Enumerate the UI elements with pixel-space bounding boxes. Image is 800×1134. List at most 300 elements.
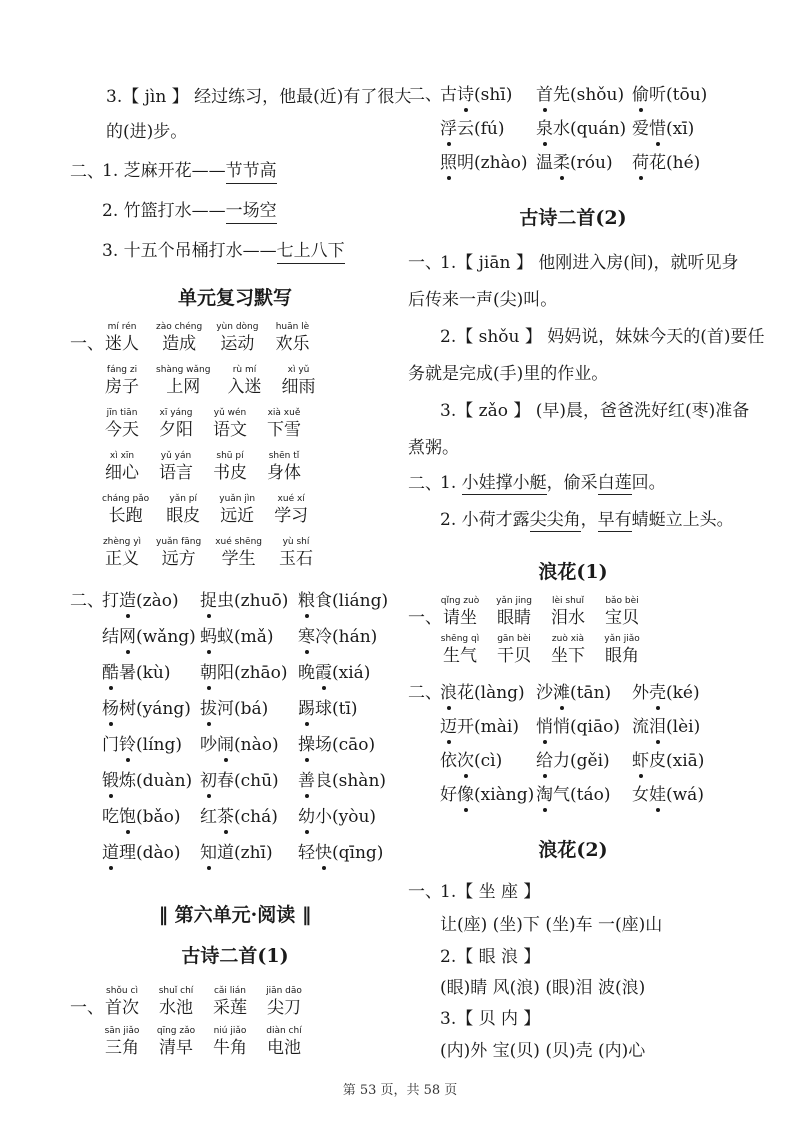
g2-q1-line2: 后传来一声(尖)叫。 <box>408 290 558 310</box>
g2-q3-line2: 煮粥。 <box>408 438 459 458</box>
hanzi-word: 眼皮 <box>166 506 201 526</box>
pronunciation-item <box>200 662 286 684</box>
pinyin-label: huān lè <box>275 322 310 332</box>
hanzi-word: 干贝 <box>497 646 531 666</box>
character: 虫 <box>217 591 234 611</box>
pronunciation-item <box>440 682 524 704</box>
word-row <box>70 451 318 484</box>
pinyin-answer: (yáng) <box>136 699 191 719</box>
pinyin-answer: (fú) <box>474 119 505 139</box>
pinyin-label: gān bèi <box>497 634 531 644</box>
hanzi-word: 下雪 <box>267 420 301 440</box>
pronunciation-row <box>70 626 396 648</box>
pronunciation-item <box>440 784 535 806</box>
idiom-line-3: 3. 十五个吊桶打水——七上八下 <box>102 240 345 262</box>
pinyin-label: bǎo bèi <box>605 596 639 606</box>
character: 理 <box>119 843 136 863</box>
character: 浮 <box>440 119 457 139</box>
g2b-line1: 二、1. 小娃撑小艇，偷采白莲回。 <box>408 473 666 494</box>
pronunciation-item <box>632 152 716 174</box>
pronunciation-item <box>298 770 387 792</box>
pinyin-label: xià xuě <box>267 408 301 418</box>
pinyin-word <box>210 451 250 484</box>
pinyin-answer: (cāo) <box>332 735 376 755</box>
word-row <box>70 537 330 570</box>
pinyin-label: mí rén <box>107 322 137 332</box>
pinyin-word <box>102 1026 142 1059</box>
pinyin-word <box>264 451 304 484</box>
character: 照 <box>440 153 457 173</box>
pinyin-word <box>278 365 318 398</box>
pinyin-answer: (qiāo) <box>570 717 620 737</box>
character: 外 <box>632 683 649 703</box>
pinyin-word <box>264 1026 304 1059</box>
character: 茶 <box>217 807 234 827</box>
pinyin-answer: (xiá) <box>332 663 371 683</box>
unit-six-heading: ‖ 第六单元·阅读 ‖ <box>158 904 312 926</box>
hanzi-word: 今天 <box>105 420 139 440</box>
pinyin-label: shàng wǎng <box>156 365 211 375</box>
character: 暑 <box>119 663 136 683</box>
hanzi-word: 学习 <box>274 506 309 526</box>
pinyin-label: xué xí <box>277 494 305 504</box>
pinyin-word <box>102 986 142 1019</box>
pronunciation-item <box>102 770 193 792</box>
pinyin-label: shēn tǐ <box>268 451 300 461</box>
character: 荷 <box>632 153 649 173</box>
pinyin-word <box>272 322 312 355</box>
pinyin-word <box>102 494 149 527</box>
pinyin-label: shuǐ chí <box>158 986 194 996</box>
pinyin-word <box>548 596 588 629</box>
pinyin-answer: (tān) <box>570 683 612 703</box>
pronunciation-item <box>102 590 188 612</box>
g2b-line2: 2. 小荷才露尖尖角，早有蜻蜓立上头。 <box>440 510 734 530</box>
word-row <box>70 365 332 398</box>
pinyin-label: yuǎn fāng <box>156 537 202 547</box>
pronunciation-item <box>440 750 524 772</box>
pinyin-answer: (shǒu) <box>570 85 625 105</box>
character: 次 <box>457 751 474 771</box>
pronunciation-row <box>70 590 396 612</box>
character: 柔 <box>553 153 570 173</box>
hanzi-word: 远近 <box>220 506 255 526</box>
character: 寒 <box>298 627 315 647</box>
character: 善 <box>298 771 315 791</box>
pinyin-answer: (hé) <box>666 153 701 173</box>
pinyin-word <box>548 634 588 667</box>
pinyin-word <box>156 1026 196 1059</box>
hanzi-word: 迷人 <box>105 334 139 354</box>
pronunciation-item <box>440 84 524 106</box>
character: 良 <box>315 771 332 791</box>
character: 炼 <box>119 771 136 791</box>
character: 初 <box>200 771 217 791</box>
character: 树 <box>119 699 136 719</box>
character: 水 <box>553 119 570 139</box>
g2-q2-line1: 2.【 shǒu 】 妈妈说，妹妹今天的(首)要任 <box>440 327 765 347</box>
word-row <box>70 494 325 527</box>
character: 食 <box>315 591 332 611</box>
pronunciation-item <box>102 626 196 648</box>
lh2-group3-label: 3.【 贝 内 】 <box>440 1009 541 1029</box>
pinyin-answer: (chá) <box>234 807 278 827</box>
character: 造 <box>119 591 136 611</box>
hanzi-word: 语言 <box>159 463 193 483</box>
character: 温 <box>536 153 553 173</box>
pinyin-answer: (duàn) <box>136 771 193 791</box>
pinyin-label: diàn chí <box>266 1026 302 1036</box>
pronunciation-item <box>200 698 286 720</box>
pinyin-word <box>602 634 642 667</box>
pronunciation-row <box>408 152 728 174</box>
hanzi-word: 欢乐 <box>275 334 310 354</box>
gushi2-title: 古诗二首(2) <box>519 207 627 229</box>
pinyin-label: niú jiǎo <box>213 1026 247 1036</box>
pinyin-label: qīng zǎo <box>156 1026 196 1036</box>
pronunciation-row <box>70 770 396 792</box>
pinyin-label: xī yáng <box>159 408 193 418</box>
pinyin-word <box>156 451 196 484</box>
hanzi-word: 牛角 <box>213 1038 247 1058</box>
pinyin-answer: (gěi) <box>570 751 610 771</box>
character: 气 <box>553 785 570 805</box>
character: 流 <box>632 717 649 737</box>
pronunciation-item <box>536 784 620 806</box>
pinyin-answer: (bá) <box>234 699 269 719</box>
character: 偷 <box>632 85 649 105</box>
pinyin-word <box>224 365 264 398</box>
hanzi-word: 三角 <box>105 1038 139 1058</box>
character: 开 <box>457 717 474 737</box>
pronunciation-item <box>440 118 524 140</box>
pinyin-answer: (líng) <box>136 735 182 755</box>
langhua1-title: 浪花(1) <box>538 561 608 583</box>
word-row <box>408 634 656 667</box>
pinyin-label: shēng qì <box>440 634 480 644</box>
pronunciation-item <box>536 84 625 106</box>
pronunciation-item <box>536 750 620 772</box>
pinyin-label: sān jiǎo <box>104 1026 140 1036</box>
character: 娃 <box>649 785 666 805</box>
pinyin-word <box>494 596 534 629</box>
hanzi-word: 身体 <box>267 463 301 483</box>
pinyin-answer: (mǎ) <box>234 627 274 647</box>
pinyin-answer: (chū) <box>234 771 279 791</box>
q3-line1: 3.【 jìn 】 经过练习，他最(近)有了很大 <box>106 87 412 107</box>
pinyin-word <box>217 494 257 527</box>
character: 沙 <box>536 683 553 703</box>
hanzi-word: 采莲 <box>213 998 247 1018</box>
pinyin-label: cháng pǎo <box>102 494 150 504</box>
section-number: 一、 <box>70 334 104 354</box>
character: 云 <box>457 119 474 139</box>
word-row <box>408 596 656 629</box>
character: 门 <box>102 735 119 755</box>
gushi1-title: 古诗二首(1) <box>181 945 289 967</box>
pronunciation-item <box>536 716 620 738</box>
word-row <box>70 986 318 1019</box>
pronunciation-item <box>200 734 286 756</box>
character: 首 <box>536 85 553 105</box>
pinyin-answer: (làng) <box>474 683 525 703</box>
pinyin-label: yǎn jiǎo <box>604 634 640 644</box>
lh2-group2-label: 2.【 眼 浪 】 <box>440 947 541 967</box>
pronunciation-item <box>102 806 188 828</box>
pinyin-answer: (cì) <box>474 751 503 771</box>
character: 听 <box>649 85 666 105</box>
character: 拔 <box>200 699 217 719</box>
g2-q3-line1: 3.【 zǎo 】 (早)晨，爸爸洗好红(枣)准备 <box>440 401 750 421</box>
pinyin-word <box>210 408 250 441</box>
pronunciation-item <box>632 118 716 140</box>
pronunciation-row <box>408 84 728 106</box>
pinyin-word <box>156 408 196 441</box>
character: 铃 <box>119 735 136 755</box>
character: 幼 <box>298 807 315 827</box>
hanzi-word: 眼角 <box>605 646 639 666</box>
pinyin-answer: (zhāo) <box>234 663 288 683</box>
section-number: 一、 <box>408 608 442 628</box>
hanzi-word: 请坐 <box>443 608 477 628</box>
character: 依 <box>440 751 457 771</box>
character: 春 <box>217 771 234 791</box>
pinyin-answer: (lèi) <box>666 717 701 737</box>
character: 杨 <box>102 699 119 719</box>
character: 网 <box>119 627 136 647</box>
character: 粮 <box>298 591 315 611</box>
g2-q2-line2: 务就是完成(手)里的作业。 <box>408 364 609 384</box>
pinyin-answer: (yòu) <box>332 807 377 827</box>
hanzi-word: 夕阳 <box>159 420 193 440</box>
pinyin-word <box>602 596 642 629</box>
pinyin-answer: (wá) <box>666 785 704 805</box>
hanzi-word: 运动 <box>220 334 255 354</box>
word-row <box>70 408 318 441</box>
hanzi-word: 远方 <box>161 549 196 569</box>
character: 霞 <box>315 663 332 683</box>
character: 淘 <box>536 785 553 805</box>
character: 给 <box>536 751 553 771</box>
section-number: 二、 <box>408 85 442 105</box>
pinyin-answer: (nào) <box>234 735 279 755</box>
pinyin-label: rù mí <box>232 365 257 375</box>
pinyin-word <box>440 596 480 629</box>
character: 花 <box>649 153 666 173</box>
pronunciation-item <box>632 750 716 772</box>
hanzi-word: 宝贝 <box>605 608 639 628</box>
pronunciation-item <box>200 590 289 612</box>
pinyin-label: qǐng zuò <box>440 596 480 606</box>
langhua2-title: 浪花(2) <box>538 839 608 861</box>
pronunciation-item <box>440 716 524 738</box>
pinyin-word <box>264 408 304 441</box>
character: 冷 <box>315 627 332 647</box>
pronunciation-row <box>70 734 396 756</box>
character: 像 <box>457 785 474 805</box>
pronunciation-row <box>70 842 396 864</box>
pinyin-word <box>102 322 142 355</box>
pinyin-label: lèi shuǐ <box>552 596 584 606</box>
pinyin-answer: (tī) <box>332 699 358 719</box>
character: 操 <box>298 735 315 755</box>
page-footer: 第 53 页，共 58 页 <box>342 1083 458 1098</box>
hanzi-word: 学生 <box>221 549 256 569</box>
pinyin-word <box>156 365 210 398</box>
character: 闹 <box>217 735 234 755</box>
pinyin-label: xì xīn <box>109 451 135 461</box>
pinyin-answer: (dào) <box>136 843 181 863</box>
character: 河 <box>217 699 234 719</box>
character: 花 <box>457 683 474 703</box>
idiom-line-2: 2. 竹篮打水——一场空 <box>102 200 277 222</box>
pronunciation-row <box>70 806 396 828</box>
pinyin-label: zuò xià <box>551 634 585 644</box>
character: 场 <box>315 735 332 755</box>
review-title: 单元复习默写 <box>177 287 292 309</box>
character: 蚁 <box>217 627 234 647</box>
pinyin-word <box>156 986 196 1019</box>
pinyin-word <box>276 537 316 570</box>
pronunciation-item <box>298 734 384 756</box>
pinyin-label: shǒu cì <box>106 986 138 996</box>
pinyin-word <box>216 322 258 355</box>
pinyin-label: xué shēng <box>215 537 262 547</box>
character: 红 <box>200 807 217 827</box>
character: 悄 <box>553 717 570 737</box>
pinyin-answer: (zhào) <box>474 153 528 173</box>
pinyin-answer: (qīng) <box>332 843 384 863</box>
pinyin-answer: (xiā) <box>666 751 705 771</box>
pronunciation-item <box>298 626 384 648</box>
hanzi-word: 入迷 <box>227 377 262 397</box>
character: 踢 <box>298 699 315 719</box>
character: 饱 <box>119 807 136 827</box>
hanzi-word: 生气 <box>443 646 477 666</box>
pinyin-answer: (zhuō) <box>234 591 289 611</box>
idiom-line-1: 二、1. 芝麻开花——节节高 <box>70 161 277 182</box>
pinyin-word <box>102 408 142 441</box>
pronunciation-item <box>200 842 286 864</box>
character: 先 <box>553 85 570 105</box>
character: 泉 <box>536 119 553 139</box>
pinyin-answer: (zhī) <box>234 843 273 863</box>
pinyin-label: cǎi lián <box>213 986 247 996</box>
pinyin-answer: (hán) <box>332 627 378 647</box>
pinyin-word <box>163 494 203 527</box>
character: 道 <box>217 843 234 863</box>
character: 女 <box>632 785 649 805</box>
pinyin-label: yùn dòng <box>216 322 259 332</box>
character: 虾 <box>632 751 649 771</box>
pinyin-label: yǔ yán <box>160 451 192 461</box>
q3-line2: 的(进)步。 <box>106 122 188 142</box>
pinyin-label: zhèng yì <box>102 537 142 547</box>
pinyin-answer: (bǎo) <box>136 807 181 827</box>
pinyin-label: xì yǔ <box>287 365 310 375</box>
pinyin-word <box>271 494 311 527</box>
pinyin-answer: (quán) <box>570 119 627 139</box>
section-number: 二、 <box>408 683 442 703</box>
character: 吵 <box>200 735 217 755</box>
character: 小 <box>315 807 332 827</box>
pinyin-answer: (ké) <box>666 683 700 703</box>
character: 结 <box>102 627 119 647</box>
section-number: 一、 <box>70 998 104 1018</box>
character: 知 <box>200 843 217 863</box>
pronunciation-item <box>632 682 716 704</box>
section-number: 二、 <box>70 591 104 611</box>
pinyin-answer: (mài) <box>474 717 519 737</box>
pinyin-label: yù shí <box>282 537 310 547</box>
character: 晚 <box>298 663 315 683</box>
pinyin-word <box>102 537 142 570</box>
character: 惜 <box>649 119 666 139</box>
pronunciation-item <box>102 698 191 720</box>
character: 古 <box>440 85 457 105</box>
pinyin-answer: (shàn) <box>332 771 387 791</box>
character: 阳 <box>217 663 234 683</box>
pinyin-word <box>156 322 202 355</box>
pinyin-word <box>156 537 201 570</box>
character: 锻 <box>102 771 119 791</box>
pronunciation-item <box>632 784 716 806</box>
pinyin-answer: (kù) <box>136 663 171 683</box>
hanzi-word: 造成 <box>162 334 197 354</box>
character: 浪 <box>440 683 457 703</box>
pinyin-label: jīn tiān <box>106 408 138 418</box>
character: 滩 <box>553 683 570 703</box>
character: 打 <box>102 591 119 611</box>
character: 力 <box>553 751 570 771</box>
pronunciation-row <box>408 716 728 738</box>
character: 快 <box>315 843 332 863</box>
character: 泪 <box>649 717 666 737</box>
g2-q1-line1: 一、1.【 jiān 】 他刚进入房(间)，就听见身 <box>408 253 739 273</box>
hanzi-word: 尖刀 <box>267 998 301 1018</box>
pinyin-word <box>102 451 142 484</box>
pronunciation-item <box>200 626 286 648</box>
pinyin-answer: (táo) <box>570 785 611 805</box>
pinyin-answer: (wǎng) <box>136 627 196 647</box>
hanzi-word: 电池 <box>267 1038 301 1058</box>
pronunciation-item <box>200 806 286 828</box>
pronunciation-item <box>298 590 389 612</box>
pronunciation-item <box>536 118 627 140</box>
word-row <box>70 1026 318 1059</box>
hanzi-word: 泪水 <box>551 608 585 628</box>
pronunciation-item <box>632 84 716 106</box>
lh2-group1-label: 一、1.【 坐 座 】 <box>408 882 541 902</box>
character: 酷 <box>102 663 119 683</box>
pronunciation-item <box>200 770 286 792</box>
character: 明 <box>457 153 474 173</box>
character: 捉 <box>200 591 217 611</box>
pinyin-label: yǎn pí <box>169 494 197 504</box>
pronunciation-item <box>536 152 620 174</box>
lh2-group1-line: 让(座) (坐)下 (坐)车 一(座)山 <box>440 915 663 935</box>
pinyin-word <box>215 537 262 570</box>
hanzi-word: 清早 <box>159 1038 193 1058</box>
pinyin-answer: (xiàng) <box>474 785 535 805</box>
hanzi-word: 房子 <box>105 377 139 397</box>
pinyin-label: fáng zi <box>106 365 138 375</box>
pinyin-word <box>210 986 250 1019</box>
pinyin-label: yǎn jing <box>496 596 532 606</box>
pronunciation-item <box>536 682 620 704</box>
pronunciation-row <box>70 698 396 720</box>
pronunciation-item <box>440 152 528 174</box>
